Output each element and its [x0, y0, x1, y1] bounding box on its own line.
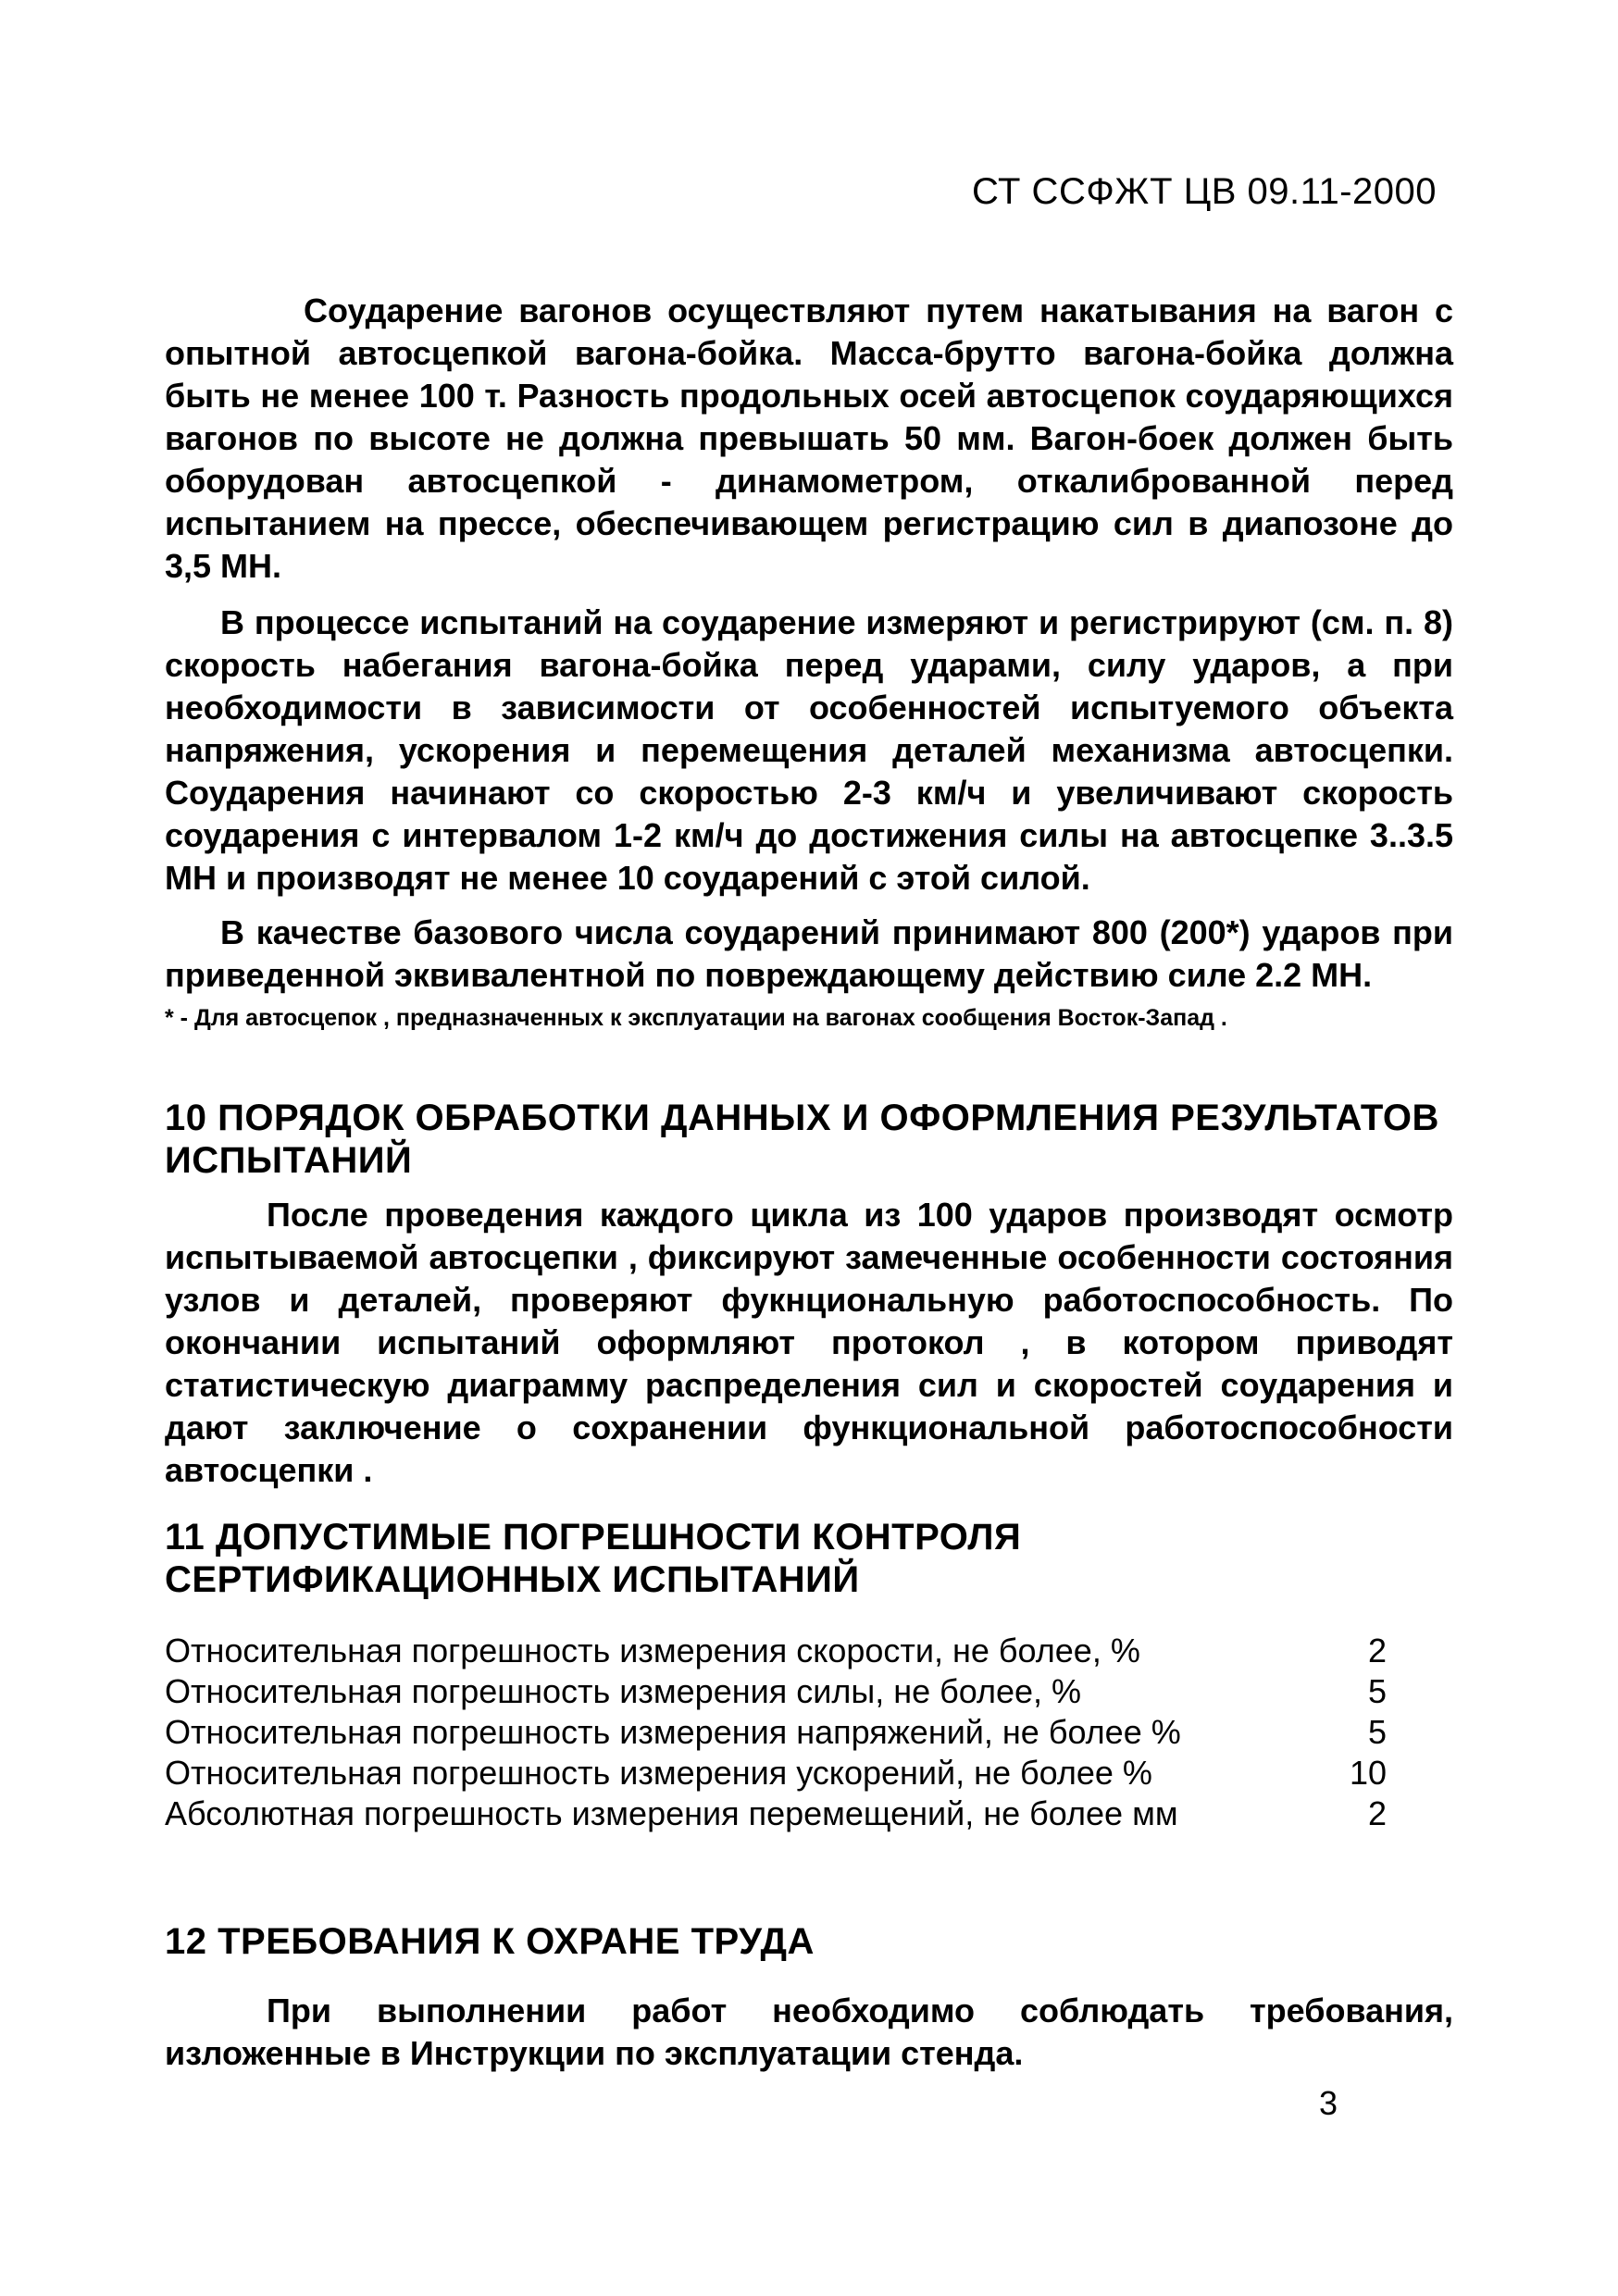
section-10-heading: 10 ПОРЯДОК ОБРАБОТКИ ДАННЫХ И ОФОРМЛЕНИЯ РЕЗУЛЬТАТОВ ИСПЫТАНИЙ [165, 1098, 1439, 1181]
tolerance-value: 5 [1367, 1713, 1387, 1751]
tolerance-row-stress [165, 1712, 1387, 1753]
section-12-heading: 12 ТРЕБОВАНИЯ К ОХРАНЕ ТРУДА [165, 1921, 815, 1962]
tolerance-value: 5 [1367, 1672, 1387, 1710]
tolerance-value: 2 [1367, 1632, 1387, 1669]
paragraph-measurement-procedure: В процессе испытаний на соударение измеряют и регистрируют (см. п. 8) скорость набегания вагона-бойка перед ударами, силу ударов, а при необходимости в зависимости от особенностей испытуемого объекта напряжения, ускорения и перемещения деталей механизма автосцепки. Соударения начинают со скоростью 2-3 км/ч и увеличивают скорость соударения с интервалом 1-2 км/ч до достижения силы на автосцепке 3..3.5 МН и производят не менее 10 соударений с этой силой. [165, 603, 1453, 897]
page-number: 3 [1319, 2084, 1338, 2122]
footnote: * - Для автосцепок , предназначенных к эксплуатации на вагонах сообщения Восток-Запад . [165, 1005, 1227, 1031]
paragraph-base-cycles: В качестве базового числа соударений принимают 800 (200*) ударов при приведенной эквивалентной по повреждающему действию силе 2.2 МН. [165, 913, 1453, 994]
tolerance-value: 10 [1349, 1754, 1387, 1792]
tolerance-row-displacement [165, 1793, 1387, 1834]
tolerance-row-speed [165, 1631, 1387, 1671]
tolerance-label: Абсолютная погрешность измерения перемещений, не более мм [165, 1794, 1178, 1832]
tolerance-label: Относительная погрешность измерения напряжений, не более % [165, 1713, 1181, 1751]
tolerance-table [165, 1631, 1387, 1834]
tolerance-label: Относительная погрешность измерения силы, не более, % [165, 1672, 1082, 1710]
tolerance-row-force [165, 1671, 1387, 1712]
tolerance-label: Относительная погрешность измерения скорости, не более, % [165, 1632, 1140, 1669]
section-11-heading: 11 ДОПУСТИМЫЕ ПОГРЕШНОСТИ КОНТРОЛЯ СЕРТИФИКАЦИОННЫХ ИСПЫТАНИЙ [165, 1517, 1022, 1600]
tolerance-value: 2 [1367, 1794, 1387, 1832]
document-code: СТ ССФЖТ ЦВ 09.11-2000 [971, 171, 1437, 212]
section-10-text: После проведения каждого цикла из 100 ударов производят осмотр испытываемой автосцепки , фиксируют замеченные особенности состояния узлов и деталей, проверяют фукнциональную работоспособность. По окончании испытаний оформляют протокол , в котором приводят статистическую диаграмму распределения сил и скоростей соударения и дают заключение о сохранении функциональной работоспособности автосцепки . [165, 1196, 1453, 1489]
paragraph-collision-setup: Соударение вагонов осуществляют путем накатывания на вагон с опытной автосцепкой вагона-бойка. Масса-брутто вагона-бойка должна быть не менее 100 т. Разность продольных осей автосцепок соударяющихся вагонов по высоте не должна превышать 50 мм. Вагон-боек должен быть оборудован автосцепкой - динамометром, откалиброванной перед испытанием на прессе, обеспечивающем регистрацию сил в диапозоне до 3,5 МН. [165, 292, 1453, 585]
tolerance-label: Относительная погрешность измерения ускорений, не более % [165, 1754, 1152, 1792]
tolerance-row-acceleration [165, 1753, 1387, 1793]
section-12-text: При выполнении работ необходимо соблюдать требования, изложенные в Инструкции по эксплуатации стенда. [165, 1992, 1453, 2072]
